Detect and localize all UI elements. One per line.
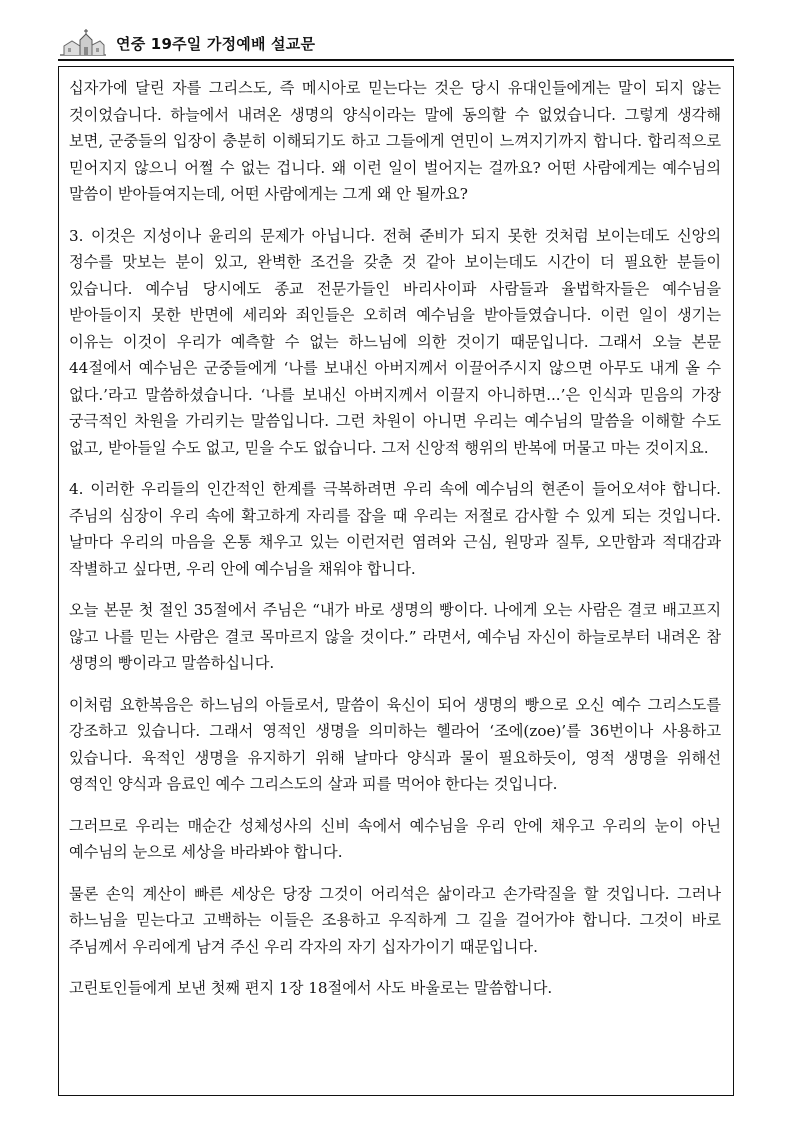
church-icon xyxy=(58,28,108,58)
paragraph: 4. 이러한 우리들의 인간적인 한계를 극복하려면 우리 속에 예수님의 현존이 들어오셔야 합니다. 주님의 심장이 우리 속에 확고하게 자리를 잡을 때 우리는 저절로 감사할 수 있게 되는 것입니다. 날마다 우리의 마음을 온통 채우고 있는 이런저런 염려와 근심, 원망과 질투, 오만함과 적대감과 작별하고 싶다면, 우리 안에 예수님을 채워야 합니다. xyxy=(69,480,721,578)
paragraph: 3. 이것은 지성이나 윤리의 문제가 아닙니다. 전혀 준비가 되지 못한 것처럼 보이는데도 신앙의 정수를 맛보는 분이 있고, 완벽한 조건을 갖춘 것 같아 보이는데도 시간이 더 필요한 분들이 있습니다. 예수님 당시에도 종교 전문가들인 바리사이파 사람들과 율법학자들은 예수님을 받아들이지 못한 반면에 세리와 죄인들은 오히려 예수님을 받아들였습니다. 이런 일이 생기는 이유는 이것이 우리가 예측할 수 없는 하느님에 의한 것이기 때문입니다. 그래서 오늘 본문 44절에서 예수님은 군중들에게 ‘나를 보내신 아버지께서 이끌어주시지 않으면 아무도 내게 올 수 없다.’라고 말씀하셨습니다. ‘나를 보내신 아버지께서 이끌지 아니하면...’은 인식과 믿음의 가장 궁극적인 차원을 가리키는 말씀입니다. 그런 차원이 아니면 우리는 예수님의 말씀을 이해할 수도 없고, 받아들일 수도 없고, 믿을 수도 없습니다. 그저 신앙적 행위의 반복에 머물고 마는 것이지요. xyxy=(69,226,721,457)
page-title: 연중 19주일 가정예배 설교문 xyxy=(116,34,316,53)
paragraph: 물론 손익 계산이 빠른 세상은 당장 그것이 어리석은 삶이라고 손가락질을 할 것입니다. 그러나 하느님을 믿는다고 고백하는 이들은 조용하고 우직하게 그 길을 걸어가야 합니다. 그것이 바로 주님께서 우리에게 남겨 주신 우리 각자의 자기 십자가이기 때문입니다. xyxy=(69,884,721,956)
paragraph: 십자가에 달린 자를 그리스도, 즉 메시아로 믿는다는 것은 당시 유대인들에게는 말이 되지 않는 것이었습니다. 하늘에서 내려온 생명의 양식이라는 말에 동의할 수 없었습니다. 그렇게 생각해 보면, 군중들의 입장이 충분히 이해되기도 하고 그들에게 연민이 느껴지기까지 합니다. 합리적으로 믿어지지 않으니 어쩔 수 없는 겁니다. 왜 이런 일이 벌어지는 걸까요? 어떤 사람에게는 예수님의 말씀이 받아들여지는데, 어떤 사람에게는 그게 왜 안 될까요? xyxy=(69,79,721,203)
paragraph: 오늘 본문 첫 절인 35절에서 주님은 “내가 바로 생명의 빵이다. 나에게 오는 사람은 결코 배고프지 않고 나를 믿는 사람은 결코 목마르지 않을 것이다.” 라면서, 예수님 자신이 하늘로부터 내려온 참 생명의 빵이라고 말씀하십니다. xyxy=(69,601,721,672)
paragraph: 이처럼 요한복음은 하느님의 아들로서, 말씀이 육신이 되어 생명의 빵으로 오신 예수 그리스도를 강조하고 있습니다. 그래서 영적인 생명을 의미하는 헬라어 ‘조에(zoe)’를 36번이나 사용하고 있습니다. 육적인 생명을 유지하기 위해 날마다 양식과 물이 필요하듯이, 영적 생명을 위해선 영적인 양식과 음료인 예수 그리스도의 살과 피를 먹어야 한다는 것입니다. xyxy=(69,695,721,793)
page-header xyxy=(58,28,734,58)
sermon-content-box xyxy=(58,66,734,1096)
paragraph: 그러므로 우리는 매순간 성체성사의 신비 속에서 예수님을 우리 안에 채우고 우리의 눈이 아닌 예수님의 눈으로 세상을 바라봐야 합니다. xyxy=(69,816,721,861)
header-divider xyxy=(58,59,734,61)
paragraph: 고린토인들에게 보낸 첫째 편지 1장 18절에서 사도 바울로는 말씀합니다. xyxy=(69,979,553,997)
